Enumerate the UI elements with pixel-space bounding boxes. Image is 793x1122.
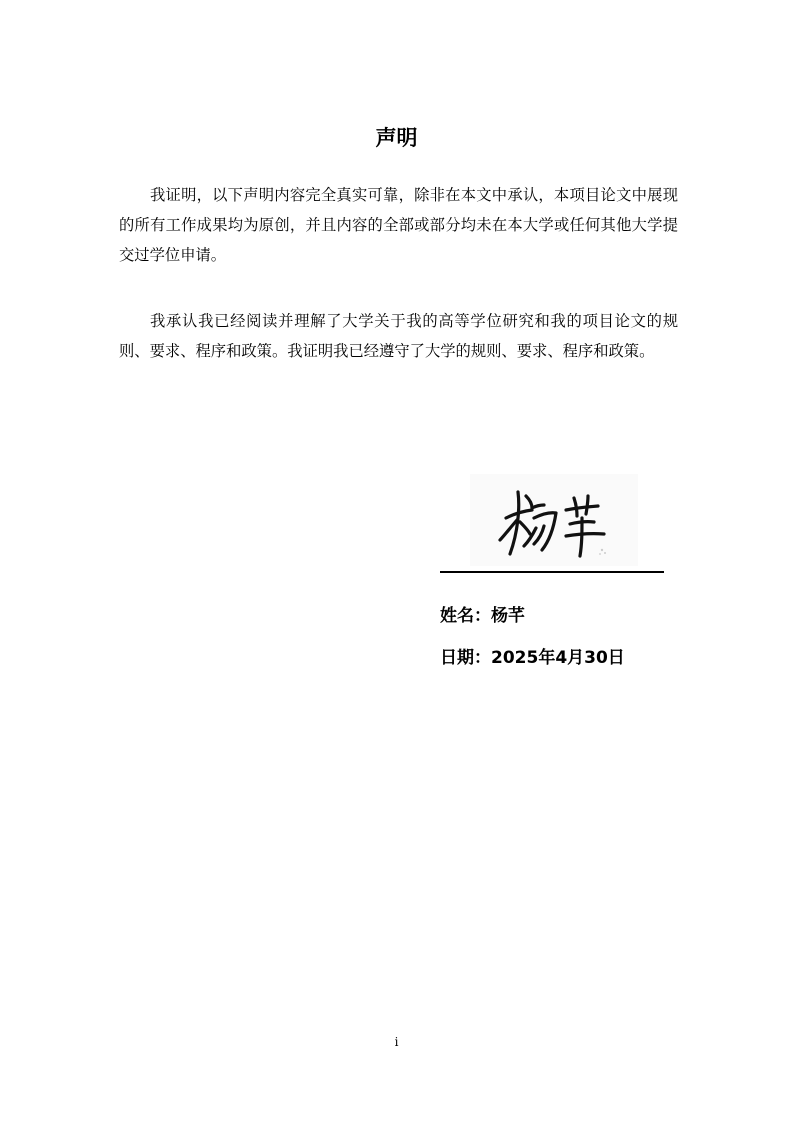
declaration-title: 声明 <box>375 126 418 150</box>
signer-name-value: 杨芊 <box>491 606 525 626</box>
signature-line <box>440 571 664 573</box>
signing-date-value: 2025年4月30日 <box>491 648 625 668</box>
signing-date-label: 日期： <box>440 648 491 668</box>
signing-date-field <box>440 646 625 670</box>
handwritten-signature <box>470 474 638 566</box>
page-number: i <box>394 1035 399 1049</box>
signer-name-field <box>440 604 525 628</box>
declaration-paragraph-compliance: 我承认我已经阅读并理解了大学关于我的高等学位研究和我的项目论文的规则、要求、程序和政策。我证明我已经遵守了大学的规则、要求、程序和政策。 <box>119 312 678 360</box>
signer-name-label: 姓名： <box>440 606 491 626</box>
declaration-paragraph-originality: 我证明，以下声明内容完全真实可靠，除非在本文中承认，本项目论文中展现的所有工作成果均为原创，并且内容的全部或部分均未在本大学或任何其他大学提交过学位申请。 <box>119 186 678 264</box>
